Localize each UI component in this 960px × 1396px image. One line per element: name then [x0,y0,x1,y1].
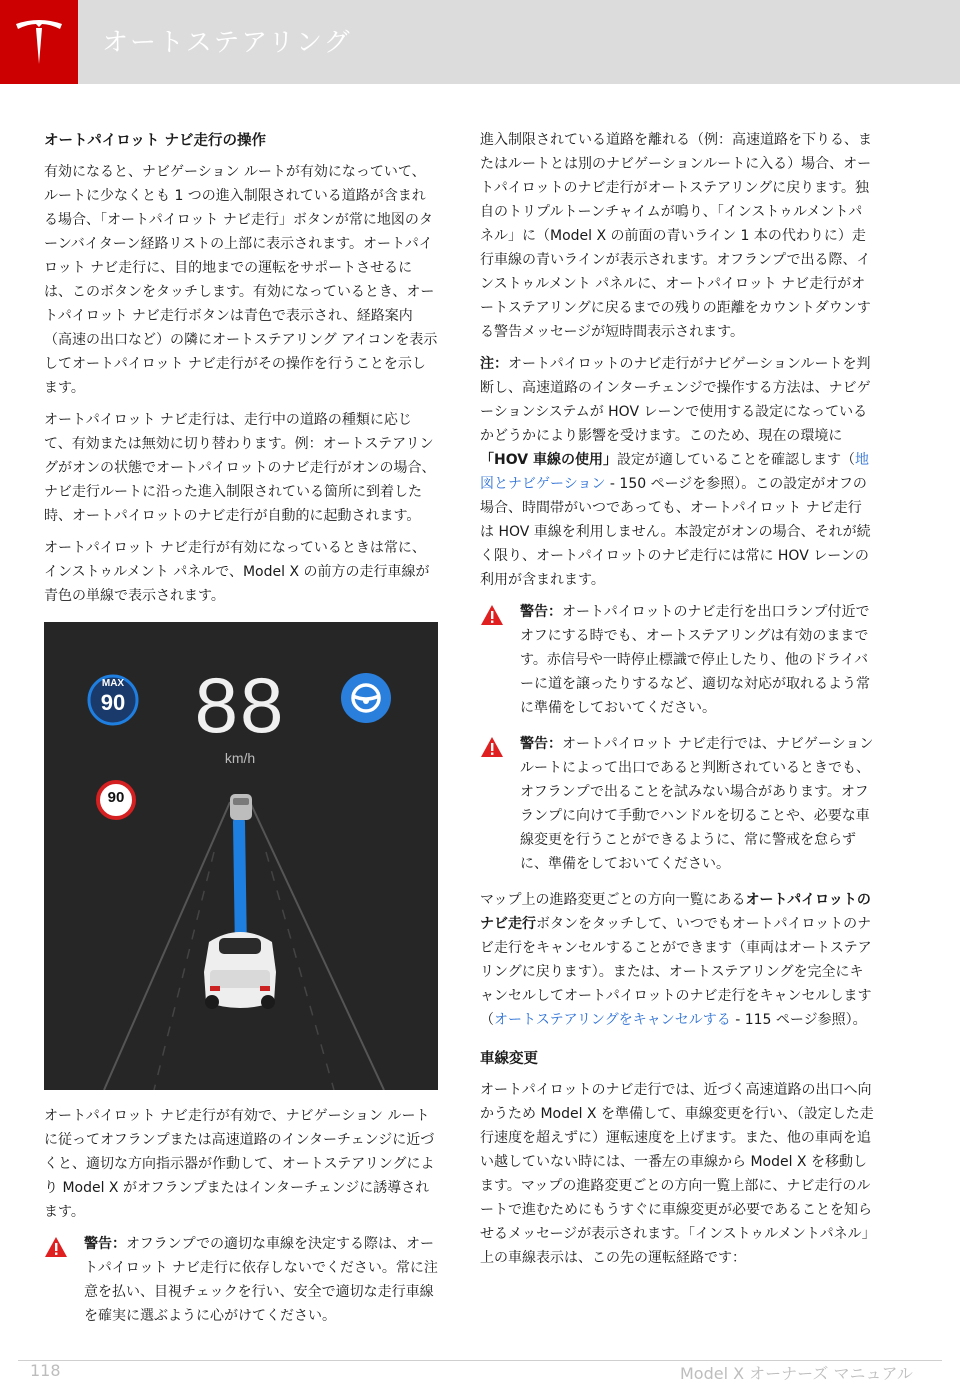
warning-label: 警告： [520,604,562,620]
page-number: 118 [30,1361,61,1380]
paragraph: オートパイロット ナビ走行が有効になっているときは常に、インストゥルメント パネルで、Model X の前方の走行車線が青色の単線で表示されます。 [44,540,430,604]
paragraph: オートパイロット ナビ走行は、走行中の道路の種類に応じて、有効または無効に切り替わります。例：オートステアリングがオンの状態でオートパイロットのナビ走行がオンの場合、ナビ走行ルートに沿った進入制限されている箇所に到着した時、オートパイロットのナビ走行が自動的に起動されます。 [44,412,436,524]
right-column [480,128,874,1278]
paragraph: オートパイロットのナビ走行では、近づく高速道路の出口へ向かうため Model X を準備して、車線変更を行い、（設定した走行速度を超えずに）運転速度を上げます。また、他の車両を追い越していない時には、一番左の車線から Model X を移動します。マップの進路変更ごとの方向一覧上部に、ナビ走行のルートで進むためにもうすぐに車線変更が必要であることを知らせるメッセージが表示されます。「インストゥルメントパネル」上の車線表示は、この先の運転経路です： [480,1082,874,1266]
warning-icon [44,1236,68,1258]
speed-unit: km/h [224,750,256,766]
warning-box [480,600,874,720]
paragraph: 進入制限されている道路を離れる（例：高速道路を下りる、またはルートとは別のナビゲーションルートに入る）場合、オートパイロットのナビ走行がオートステアリングに戻ります。独自のトリプルトーンチャイムが鳴り、「インストゥルメントパネル」に（Model X の前面の青いライン 1 本の代わりに）走行車線の青いラインが表示されます。オフランプで出る際、インストゥルメント パネルに、オートパイロット ナビ走行がオートステアリングに戻るまでの残りの距離をカウントダウンする警告メッセージが短時間表示されます。 [480,132,872,340]
paragraph: マップ上の進路変更ごとの方向一覧にあるオートパイロットのナビ走行ボタンをタッチして、いつでもオートパイロットのナビ走行をキャンセルすることができます（車両はオートステアリングに戻ります）。または、オートステアリングを完全にキャンセルしてオートパイロットのナビ走行をキャンセルします（オートステアリングをキャンセルする - 115 ページ参照）。 [480,892,872,1028]
maps-navigation-link[interactable]: 地図とナビゲーション [480,452,869,492]
hov-setting-name: 「HOV 車線の使用」 [480,452,617,468]
manual-title: Model X オーナーズ マニュアル [680,1364,913,1383]
warning-text: オフランプでの適切な車線を決定する際は、オートパイロット ナビ走行に依存しないでください。常に注意を払い、目視チェックを行い、安全で適切な走行車線を確実に選ぶように心がけてください。 [84,1236,438,1324]
note-label: 注： [480,356,508,372]
warning-label: 警告： [84,1236,126,1252]
warning-label: 警告： [520,736,562,752]
page-header [0,0,960,84]
left-column [44,128,438,1340]
warning-box [44,1232,438,1328]
page-title: オートステアリング [102,28,352,58]
warning-text: オートパイロットのナビ走行を出口ランプ付近でオフにする時でも、オートステアリングは有効のままです。赤信号や一時停止標識で停止したり、他のドライバーに道を譲ったりするなど、適切な対応が取れるよう常に準備をしておいてください。 [520,604,870,716]
max-speed-value: 90 [100,690,126,715]
note-paragraph: 注：オートパイロットのナビ走行がナビゲーションルートを判断し、高速道路のインターチェンジで操作する方法は、ナビゲーションシステムが HOV レーンで使用する設定になっているかどうかにより影響を受けます。このため、現在の環境に「HOV 車線の使用」設定が適していることを確認します（地図とナビゲーション - 150 ページを参照）。この設定がオフの場合、時間帯がいつであっても、オートパイロット ナビ走行は HOV 車線を利用しません。本設定がオンの場合、それが続く限り、オートパイロットのナビ走行には常に HOV レーンの利用が含まれます。 [480,356,871,588]
instrument-panel-figure [44,622,438,1090]
warning-text: オートパイロット ナビ走行では、ナビゲーション ルートによって出口であると判断されているときでも、オフランプで出ることを試みない場合があります。オフランプに向けて手動でハンドルを切ることや、必要な車線変更を行うことができるように、常に警戒を怠らずに、準備をしておいてください。 [520,736,874,872]
nav-button-name: オートパイロットのナビ走行 [480,892,871,932]
tesla-t-icon [12,14,66,70]
max-speed-label: MAX [101,678,125,689]
warning-icon [480,604,504,626]
warning-icon [480,736,504,758]
section-heading: オートパイロット ナビ走行の操作 [44,133,266,149]
speed-limit-sign: 90 [107,789,125,806]
tesla-logo [0,0,78,84]
warning-box [480,732,874,876]
cancel-autosteer-link[interactable]: オートステアリングをキャンセルする [494,1012,731,1028]
paragraph: 有効になると、ナビゲーション ルートが有効になっていて、ルートに少なくとも 1 つの進入制限されている道路が含まれる場合、「オートパイロット ナビ走行」ボタンが常に地図のターンバイターン経路リストの上部に表示されます。オートパイロット ナビ走行に、目的地までの運転をサポートさせるには、このボタンをタッチします。有効になっているとき、オートパイロット ナビ走行ボタンは青色で表示され、経路案内（高速の出口など）の隣にオートステアリング アイコンを表示してオートパイロット ナビ走行がその操作を行うことを示します。 [44,164,438,396]
paragraph: オートパイロット ナビ走行が有効で、ナビゲーション ルートに従ってオフランプまたは高速道路のインターチェンジに近づくと、適切な方向指示器が作動して、オートステアリングにより Model X がオフランプまたはインターチェンジに誘導されます。 [44,1108,435,1220]
speed-readout: 88 [194,661,286,749]
section-heading: 車線変更 [480,1051,538,1067]
